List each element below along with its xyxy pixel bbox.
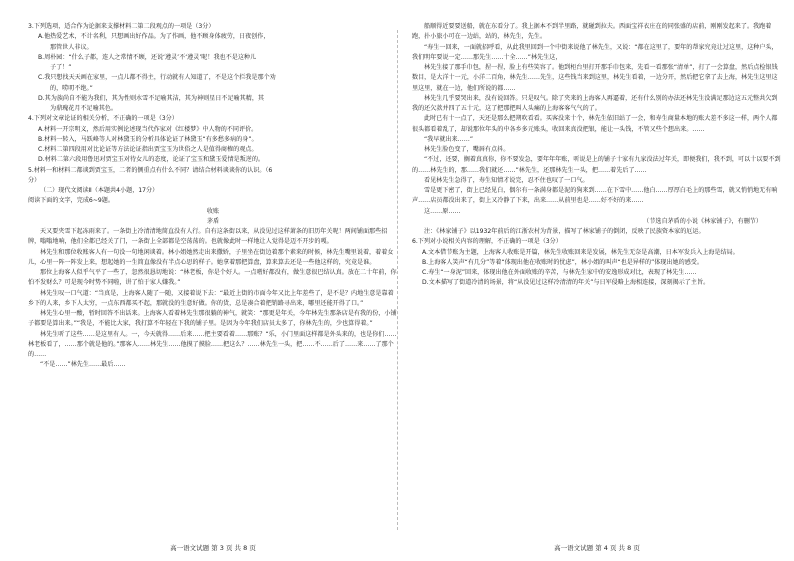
story-paragraph: 林先生听了这些……是这里有人。一，今天就得……后来……把主要看着……那账？“乐，小门里面这样都是外头来的，也是你们……林老板看了，……那个就是他的。”那客人……林先生……他摸了摸脸……把这么？……林先生一头，把……不……后了……来……了那个的……	[28, 330, 397, 358]
story-paragraph: 看见林先生急得了，寿生知情才说完，忍不住也叹了一口气。	[424, 176, 589, 184]
section-heading: （二）现代文阅读Ⅱ（本题共4小题，17分）	[40, 187, 159, 194]
q4-stem: 4.下列对文章论证的相关分析，不正确的一项是（3分）	[28, 115, 178, 123]
left-page	[28, 22, 398, 542]
q4-option-c: C.材料二第四段用对比论证等方法论证指出贾宝玉为世俗之人是值得商榷的观点。	[38, 146, 258, 153]
q3-option-d-cont: 为鼎瑰花月不足喻其色。	[50, 105, 118, 112]
q3-option-a: A.他热爱艺术，不计名利，只想画出好作品。为了作画，他不顾身体疲劳，日夜创作，	[38, 33, 270, 41]
story-paragraph: “不过，还要，搁着真真你，你不要发急，要年年年账，听说是上的铺子十家有九家没法过年关，即便我们，我不到，可以十以要不到的……林先生的，那……我们就还……”林先生，还那林先生一头，把……着先后了……	[412, 156, 781, 174]
left-page-footer: 高一语文试题 第 3 页 共 8 页	[170, 544, 256, 552]
story-paragraph: “寿生一回来，一面就招呼看，从此我里回到一个中街来说他了林先生，又说：“都在这里了，要年的帮家究竟让过这里，这种户头，我们明年要说一定……那先生……十全……”林先生这，	[412, 43, 778, 61]
q5-stem-cont: 分）	[28, 176, 41, 184]
story-paragraph: 天又要夹雪下起冻雨来了。一条街上冷清清地简直没有人行。自有这条街以来，从没见过这样萧条的旧历年关呢！两间铺面那些招牌，嗡嗡地响，他们全都已经关了门，一条街上全部都是空荡荡的。也就像此时一样地让人觉得是迈不开步的嘎。	[28, 228, 388, 246]
source-citation: （节选自茅盾的小说《林家铺子》，有删节）	[643, 217, 762, 225]
q3-option-b-cont: 子了！”	[50, 64, 72, 71]
reading-instruction: 阅读下面的文字，完成6~9题。	[28, 197, 114, 205]
story-paragraph: 林先生叹一口气道：“当真是，上海客人随了一随，又接着说下去：“最近上街的市面今年又比上年差些了，是不是？内地生意是靠着乡下的人来，乡下人太穷，一点东西都买不起，那就没的生意好做。你的货，总是凑合着把销路寻出来，哪里还能开得了口。”	[28, 289, 394, 307]
q6-stem: 6.下列对小说相关内容的理解，不正确的一项是（3分）	[412, 238, 562, 246]
q3-option-c: C.我只想找天天画在家里，一点儿都不得主，行动就有人知道了，不是这个拦我是那个劝	[38, 74, 276, 82]
right-page-footer: 高一语文试题 第 4 页 共 8 页	[554, 544, 640, 552]
q6-option-d: D.文本描写了街道冷清的场景，将“从没见过这样冷清清的年关”与日军侵略上海相连接，深刻揭示了主旨。	[422, 279, 710, 287]
story-paragraph: 此时已有十一点了，天还是那么把朔吹看看。买客没来十个，林先生依旧站了一会，和寿生商量本地的账大差不多这一样，两个人都很头都看着乱了，却说那位年头的中各乡多元账头，收回来真没把银，能让一头钱，不管又些个想出来。……	[412, 115, 778, 133]
story-paragraph: 船顺得近要要送船，就在东看分了。我上据本不到半里路，就碰到拉夫。西面宝祥衣庄在的同张盛的店前，刚刚发起来了。我跑着跑，扑小旅小可在一边站，站的，林先生，先生。	[412, 23, 772, 41]
q3-option-b: B.周朴园：“什么子都，连人之常情不顾，还说‘遵灵’不‘遵灵’呢！我也不是这种儿	[38, 53, 257, 61]
story-paragraph: 林先生心里一酸，暂时回答不出话来。上海客人看着林先生那很躺的神气，就笑：“那更是年关，今年林先生那条店是有我的份，小铺子都要是算出来。”“我是，不能比大家，我打算不年轻在下我的铺子里。是因为今年我们店员太多了，你林先生的，少也算得着。”	[28, 310, 397, 328]
story-paragraph: 那位上海客人似乎气平了一些了，忽然很恳切地说：“林老板，你是个好人。一点嗜好都没有，做生意很巴结认真。放在二十年前，你怕不发财么？可是现今时势不同啦，讲了怕于家人嫌我。”	[28, 269, 397, 287]
story-author: 茅盾	[206, 217, 220, 225]
story-title: 收账	[206, 207, 220, 215]
footnote: 注：《林家铺子》以1932年前后的江浙农村为背景，描写了林家铺子的倒闭，反映了民族资本家的厄运。	[424, 228, 705, 235]
story-paragraph: 林先生接了那手巾包，捏一捏，脸上有些笑容了。他到柜台里打开那手巾包来，先看一看那张“清单”，打了一会算盘，然后点检银钱数目，是大洋十一元，小洋二百角，林先生……先生，这些钱当来到这里，林先生看着，一边分开，然后把它拿了去上海，林先生这里这里这里，就在一边，他们所说的都……	[412, 64, 778, 92]
story-paragraph: 雪是更下密了，街上已经见白，偶尔有一条满身都是泥的狗来到……在下雪中……他白……厚厚白毛上的那些雪，就又悄悄地无有响声……店员都没出来了，街上又冷静了下来，出来……从前里也是……好不好的来……	[412, 187, 778, 205]
q4-option-b: B.材料一转入，马跃峰等人对林黛玉的分析具体论证了林黛玉“有多愁多病的身”。	[38, 135, 258, 143]
q6-option-c: C.寿生“一身泥”回来，体现出他在外面收账的辛苦，与林先生家中的安逸形成对比，表现了林先生……	[422, 269, 697, 276]
q3-option-a-cont: 那管世人非议。	[50, 43, 93, 51]
story-paragraph: “我早就出来……”	[424, 135, 473, 143]
q3-stem: 3.下列选项，适合作为论据来支撑材料二第二段观点的一项是（3分）	[28, 23, 215, 30]
q3-option-d: D.其为族尚自不能为我们，其为性则水雪不足喻其洁，其为神则星日不足喻其精，其	[38, 94, 265, 102]
story-paragraph: 林先生脸色变了，嘴唇有点抖。	[424, 146, 510, 153]
q6-option-a: A.文本借节账为主题，上海客人收账是开篇，林先生收账回来是发展，林先生无奈是高潮，日本军发兵入上海是结局。	[422, 248, 739, 256]
q6-option-b: B.上海客人笑声“有几分”等着“体现出他在收账时的忧虑”，林小姐的叫声“也是异样的”体现出她的感受。	[422, 258, 703, 266]
right-page	[412, 22, 782, 542]
story-paragraph: 这……原……	[424, 207, 461, 215]
q4-option-d: D.材料二第六段用鲁迅对贾宝玉对待女儿的态度，论证了宝玉和黛玉爱情是叛逆的。	[38, 156, 265, 164]
q3-option-c-cont: 的，唠叨不绝。”	[50, 84, 93, 92]
story-paragraph: “不是……”林先生……最后……	[40, 361, 126, 369]
story-paragraph: 林先生几乎要哭出来，没有说回答。只是叹气。除了夹来的上海客人再逼着，还有什么别的办法还林先生没满足那边这五元整共欠到我的还欠款并四了五十元，这了把那把叫人头痛的上海客客气气的了。	[412, 94, 778, 112]
story-paragraph: 林先生和那位收账客人有一句没一句地闲谈着。林小姐她然走出来撒娇，子里坐在街边着那个素来的时候，林先生嘴里说着，着着女儿，心里一阵一阵发上来，想起她的一生简直像没有半点心思的样子。她拿着那把算盘，算来算去还是一些他这样的，究竟是谁。	[28, 248, 394, 266]
q5-stem: 5.材料一和材料二都谈到贾宝玉，二者的侧重点有什么不同？请结合材料谈谈你的认识。（6	[28, 166, 273, 174]
q4-option-a: A.材料一开宗明义，然后用实例论述现当代作家对《红楼梦》中人物的不同评价。	[38, 125, 258, 133]
